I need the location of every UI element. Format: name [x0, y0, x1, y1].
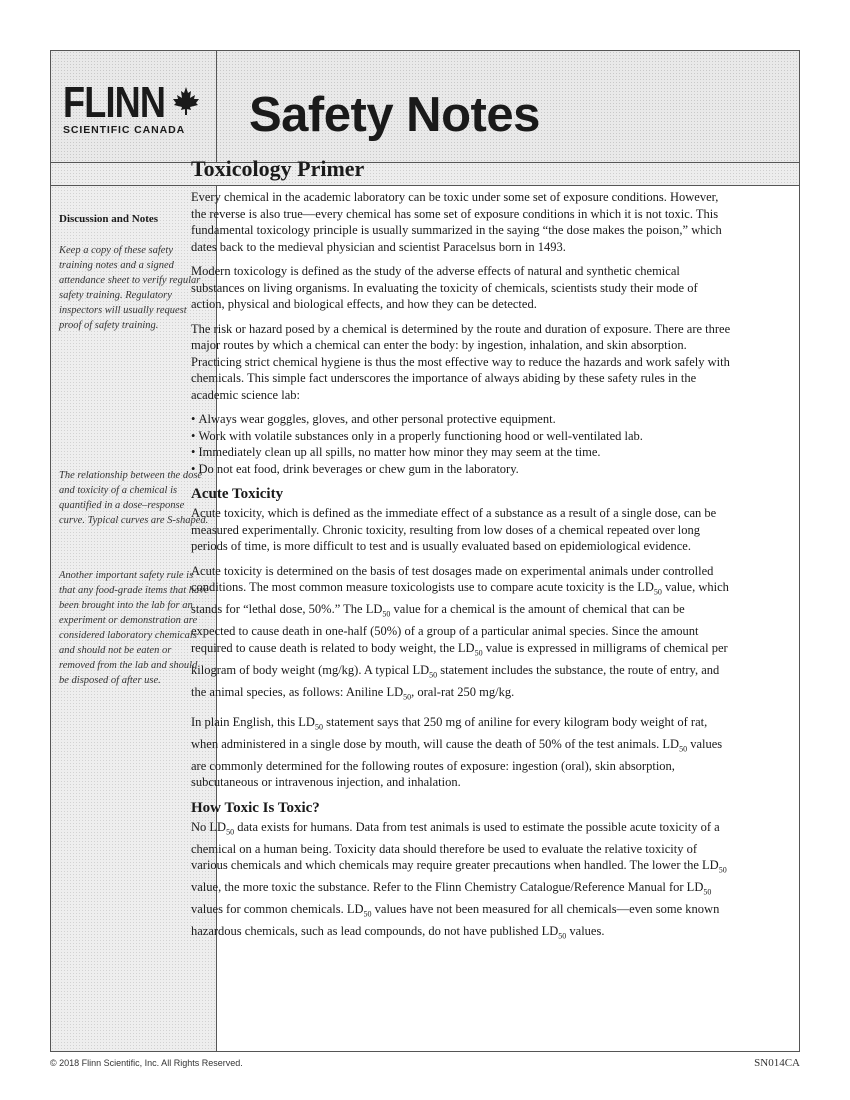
- paragraph: No $LD_{50}$ data exists for humans. Data from test animals is used to estimate the possible acute toxicity of a chemical on a human being. Toxicity data should therefore be used to evaluate the relative toxicity of various chemicals and which chemicals may require greater precautions when handled. The lower the $LD_{50}$ value, the more toxic the substance. Refer to the Flinn Chemistry Catalogue/Reference Manual for $LD_{50}$ values for common chemicals. $LD_{50}$ values have not been measured for all chemicals—even some known hazardous chemicals, such as lead compounds, do not have published $LD_{50}$ values.: [191, 819, 727, 941]
- maple-leaf-icon: [171, 86, 201, 116]
- section-heading-how-toxic: How Toxic Is Toxic?: [191, 799, 320, 816]
- flinn-logo: [63, 78, 213, 137]
- paragraph: Every chemical in the academic laboratory can be toxic under some set of exposure conditions. However, the reverse is also true—every chemical has some set of exposure conditions in which it is not toxic. This fundamental toxicology principle is usually summarized in the saying “the dose makes the poison,” which dates back to the medieval physician and scientist Paracelsus born in 1493.: [191, 190, 722, 254]
- sidebar-title: Discussion and Notes: [59, 213, 159, 225]
- logo-wordmark: FLINN: [63, 78, 166, 127]
- list-item: • Immediately clean up all spills, no matter how minor they may seem at the time.: [191, 444, 731, 461]
- list-item: • Work with volatile substances only in a properly functioning hood or well-ventilated lab.: [191, 428, 731, 445]
- article: [191, 155, 731, 953]
- header-divider: [216, 51, 217, 162]
- section-heading-acute: Acute Toxicity: [191, 486, 284, 502]
- page-title: Safety Notes: [249, 88, 540, 142]
- sidebar-note: The relationship between the dose and toxicity of a chemical is quantified in a dose–response curve. Typical curves are S-shaped.: [59, 470, 209, 526]
- paragraph: In plain English, this $LD_{50}$ statement says that 250 mg of aniline for every kilogram body weight of rat, when administered in a single dose by mouth, will cause the death of 50% of the test animals. $LD_{50}$ values are commonly determined for the following routes of exposure: ingestion (oral), skin absorption, subcutaneous or intravenous injection, and inhalation.: [191, 714, 723, 789]
- footer-code: SN014CA: [754, 1057, 800, 1069]
- list-item: • Always wear goggles, gloves, and other personal protective equipment.: [191, 411, 731, 428]
- paragraph: Acute toxicity is determined on the basis of test dosages made on experimental animals under controlled conditions. The most common measure toxicologists use to compare acute toxicity is the $LD_{50}$ value, which stands for “lethal dose, 50%.” The $LD_{50}$ value for a chemical is the amount of chemical that can be expected to cause death in one-half (50%) of a group of a particular animal species. Since the amount required to cause death is related to body weight, the $LD_{50}$ value is expressed in milligrams of chemical per kilogram of body weight (mg/kg). A typical $LD_{50}$ statement includes the substance, the route of entry, and the animal species, as follows: Aniline $LD_{50}$, oral-rat 250 mg/kg.: [191, 563, 729, 701]
- safety-rules-list: [191, 411, 731, 477]
- footer-copyright: © 2018 Flinn Scientific, Inc. All Rights Reserved.: [50, 1058, 243, 1068]
- paragraph: The risk or hazard posed by a chemical is determined by the route and duration of exposure. There are three major routes by which a chemical can enter the body: by ingestion, inhalation, and skin absorption. Practicing strict chemical hygiene is thus the most effective way to reduce the hazards and work safely with chemicals. This simple fact underscores the importance of always abiding by these safety rules in the academic science lab:: [191, 321, 731, 402]
- sidebar-note: Another important safety rule is that any food-grade items that have been brought into the lab for an experiment or demonstration are considered laboratory chemicals and should not be eaten or removed from the lab and should be disposed of after use.: [59, 570, 209, 686]
- paragraph: Modern toxicology is defined as the study of the adverse effects of natural and synthetic chemical substances on living organisms. In evaluating the toxicity of chemicals, scientists study their mode of action, physical and biological effects, and how they can be detected.: [191, 264, 698, 311]
- sidebar-note: Keep a copy of these safety training notes and a signed attendance sheet to verify regular safety training. Regulatory inspectors will usually request proof of safety training.: [59, 245, 201, 331]
- article-title: Toxicology Primer: [191, 156, 365, 181]
- list-item: • Do not eat food, drink beverages or chew gum in the laboratory.: [191, 461, 731, 478]
- logo-subtitle: SCIENTIFIC CANADA: [63, 124, 186, 136]
- paragraph: Acute toxicity, which is defined as the immediate effect of a substance as a result of a single dose, can be measured experimentally. Chronic toxicity, resulting from low doses of a chemical repeated over long periods of time, is more difficult to test and is usually evaluated based on epidemiological evidence.: [191, 506, 717, 553]
- header-banner: [51, 51, 799, 163]
